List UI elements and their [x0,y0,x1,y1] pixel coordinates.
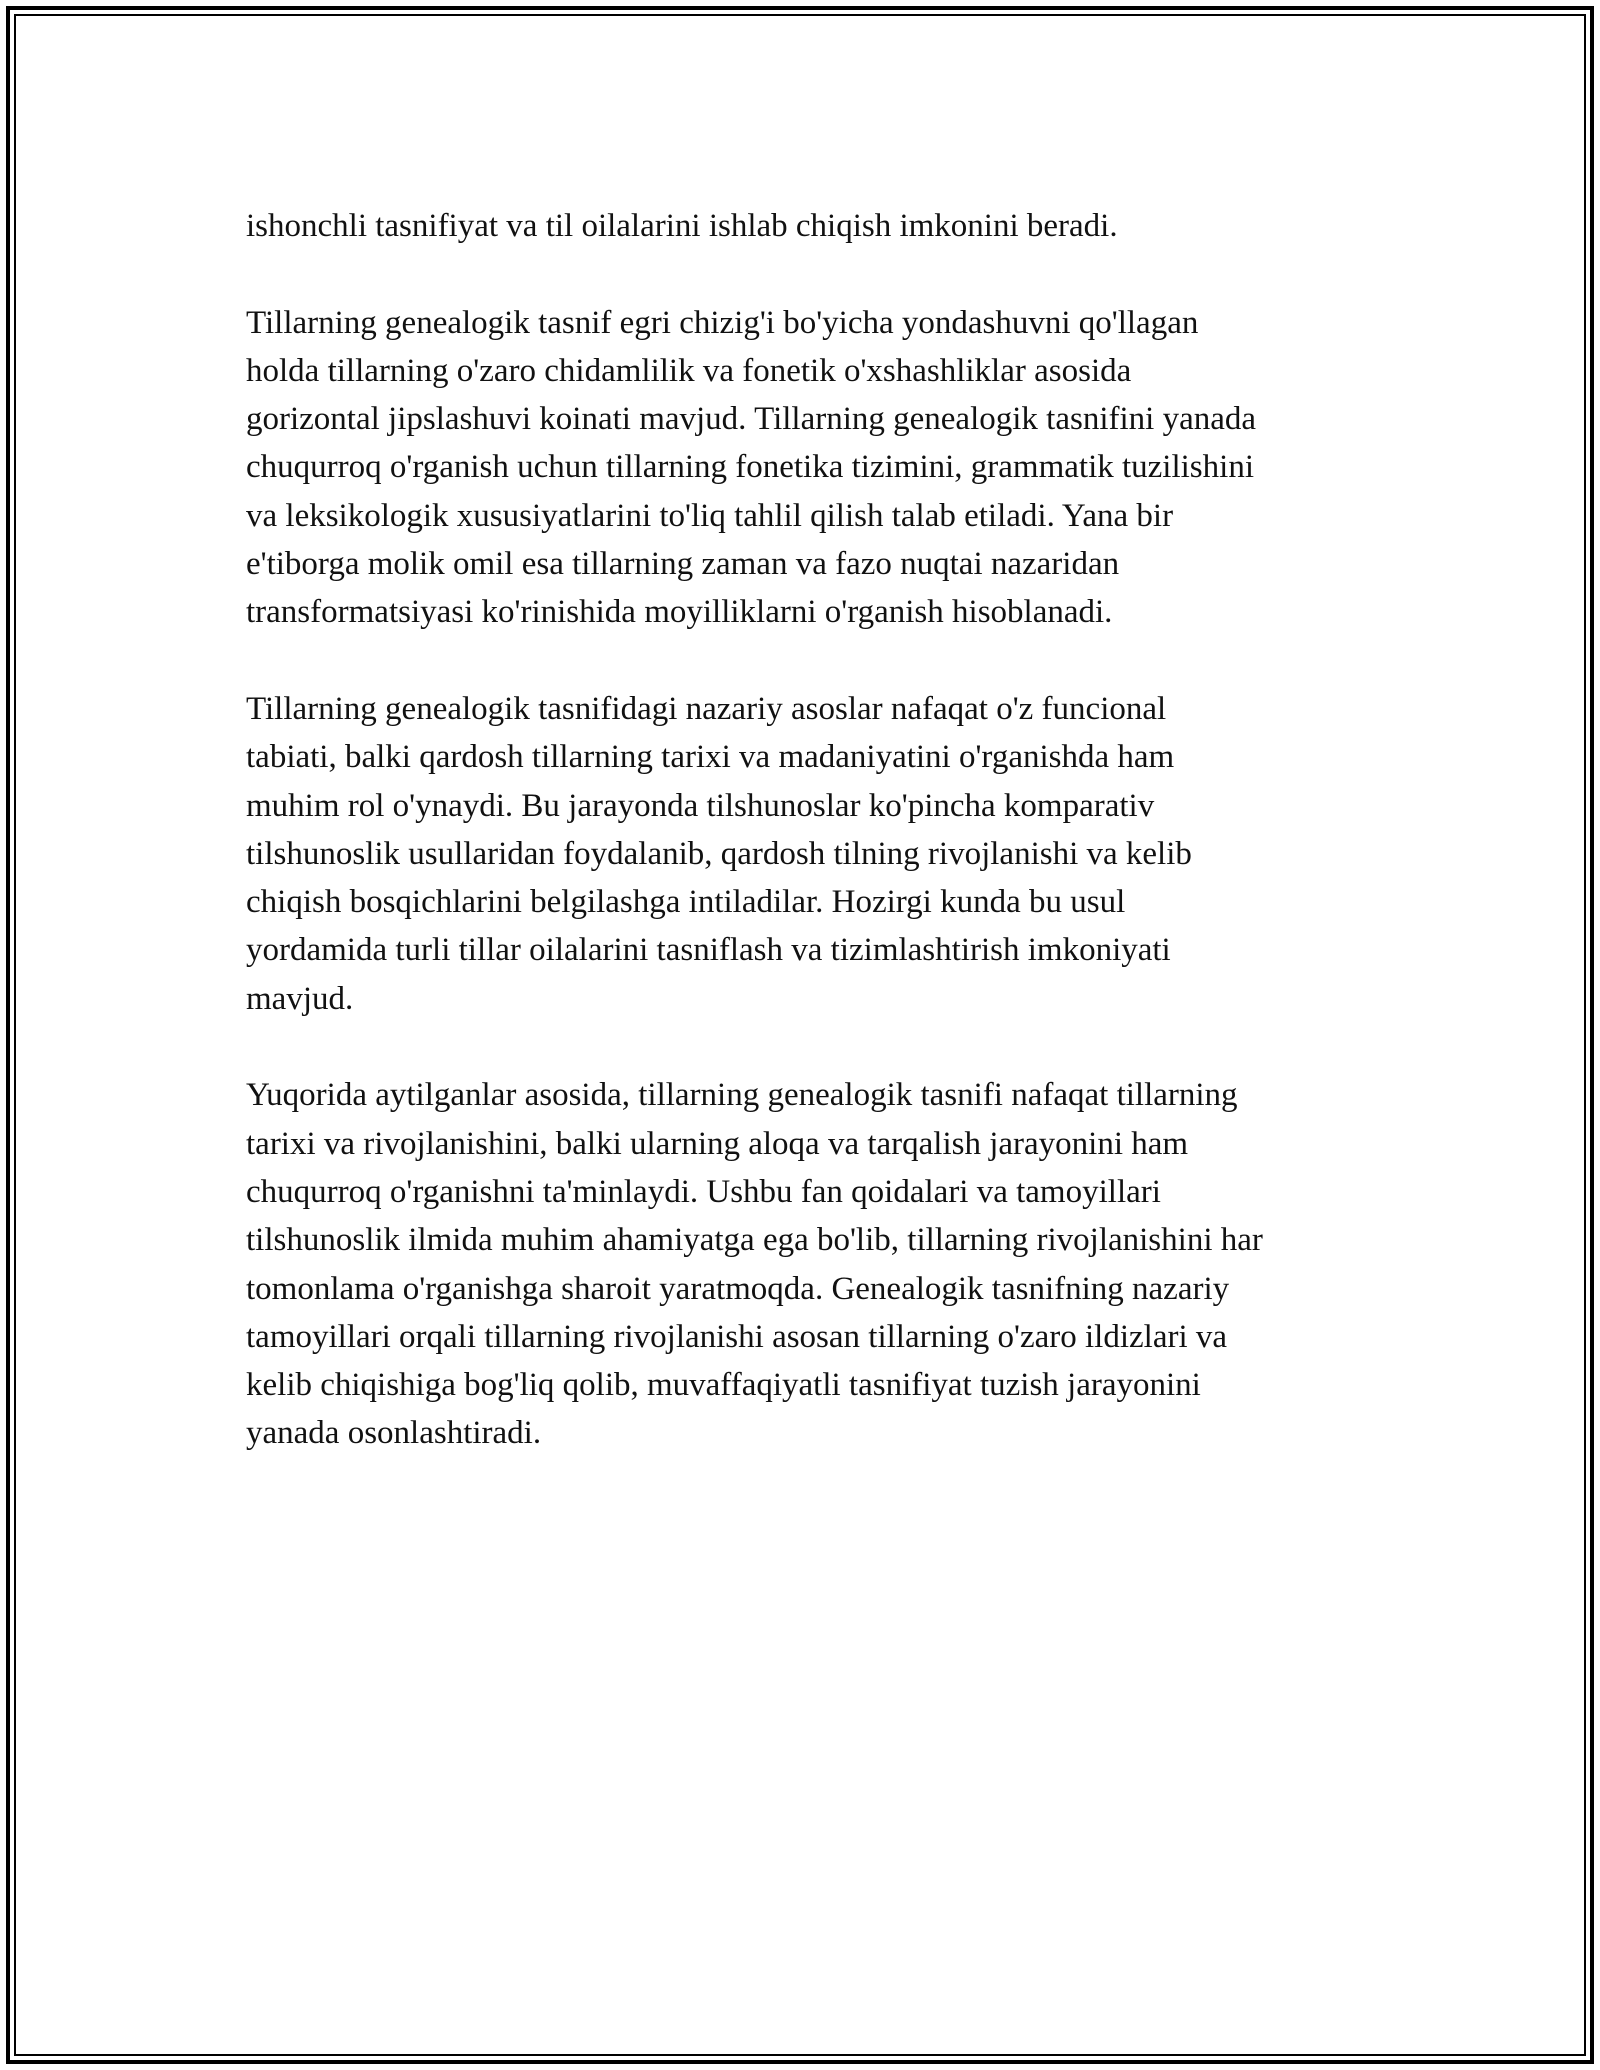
document-body [246,202,1416,1458]
text-line: kelib chiqishiga bog'liq qolib, muvaffaqiyatli tasnifiyat tuzish jarayonini [246,1367,1201,1404]
text-line: Tillarning genealogik tasnifidagi nazariy asoslar nafaqat o'z funcional [246,690,1167,727]
text-line: e'tiborga molik omil esa tillarning zaman va fazo nuqtai nazaridan [246,546,1120,583]
paragraph-3 [246,685,1416,1023]
text-line: tabiati, balki qardosh tillarning tarixi va madaniyatini o'rganishda ham [246,739,1175,776]
text-line: Tillarning genealogik tasnif egri chizig'i bo'yicha yondashuvni qo'llagan [246,304,1199,341]
text-line: holda tillarning o'zaro chidamlilik va fonetik o'xshashliklar asosida [246,352,1132,389]
text-line: mavjud. [246,980,354,1017]
text-line: transformatsiyasi ko'rinishida moyilliklarni o'rganish hisoblanadi. [246,594,1113,631]
text-line: muhim rol o'ynaydi. Bu jarayonda tilshunoslar ko'pincha komparativ [246,787,1155,824]
paragraph-gap [246,1023,1416,1071]
text-line: yanada osonlashtiradi. [246,1415,542,1452]
paragraph-2 [246,299,1416,637]
text-line: gorizontal jipslashuvi koinati mavjud. Tillarning genealogik tasnifini yanada [246,401,1257,438]
text-line: chuqurroq o'rganish uchun tillarning fonetika tizimini, grammatik tuzilishini [246,449,1254,486]
text-line: chuqurroq o'rganishni ta'minlaydi. Ushbu fan qoidalari va tamoyillari [246,1173,1161,1210]
page-frame [6,6,1594,2064]
paragraph-1 [246,202,1416,250]
text-line: tilshunoslik usullaridan foydalanib, qardosh tilning rivojlanishi va kelib [246,835,1192,872]
text-line: va leksikologik xususiyatlarini to'liq tahlil qilish talab etiladi. Yana bir [246,497,1174,534]
text-line: tarixi va rivojlanishini, balki ularning aloqa va tarqalish jarayonini ham [246,1125,1189,1162]
text-line: chiqish bosqichlarini belgilashga intiladilar. Hozirgi kunda bu usul [246,884,1126,921]
text-line: tomonlama o'rganishga sharoit yaratmoqda. Genealogik tasnifning nazariy [246,1270,1230,1307]
text-line: Yuqorida aytilganlar asosida, tillarning genealogik tasnifi nafaqat tillarning [246,1077,1238,1114]
text-line: yordamida turli tillar oilalarini tasniflash va tizimlashtirish imkoniyati [246,932,1171,969]
paragraph-gap [246,250,1416,298]
text-line: ishonchli tasnifiyat va til oilalarini ishlab chiqish imkonini beradi. [246,208,1118,244]
paragraph-gap [246,637,1416,685]
paragraph-4 [246,1071,1416,1457]
text-line: tamoyillari orqali tillarning rivojlanishi asosan tillarning o'zaro ildizlari va [246,1318,1228,1355]
text-line: tilshunoslik ilmida muhim ahamiyatga ega bo'lib, tillarning rivojlanishini har [246,1222,1263,1259]
